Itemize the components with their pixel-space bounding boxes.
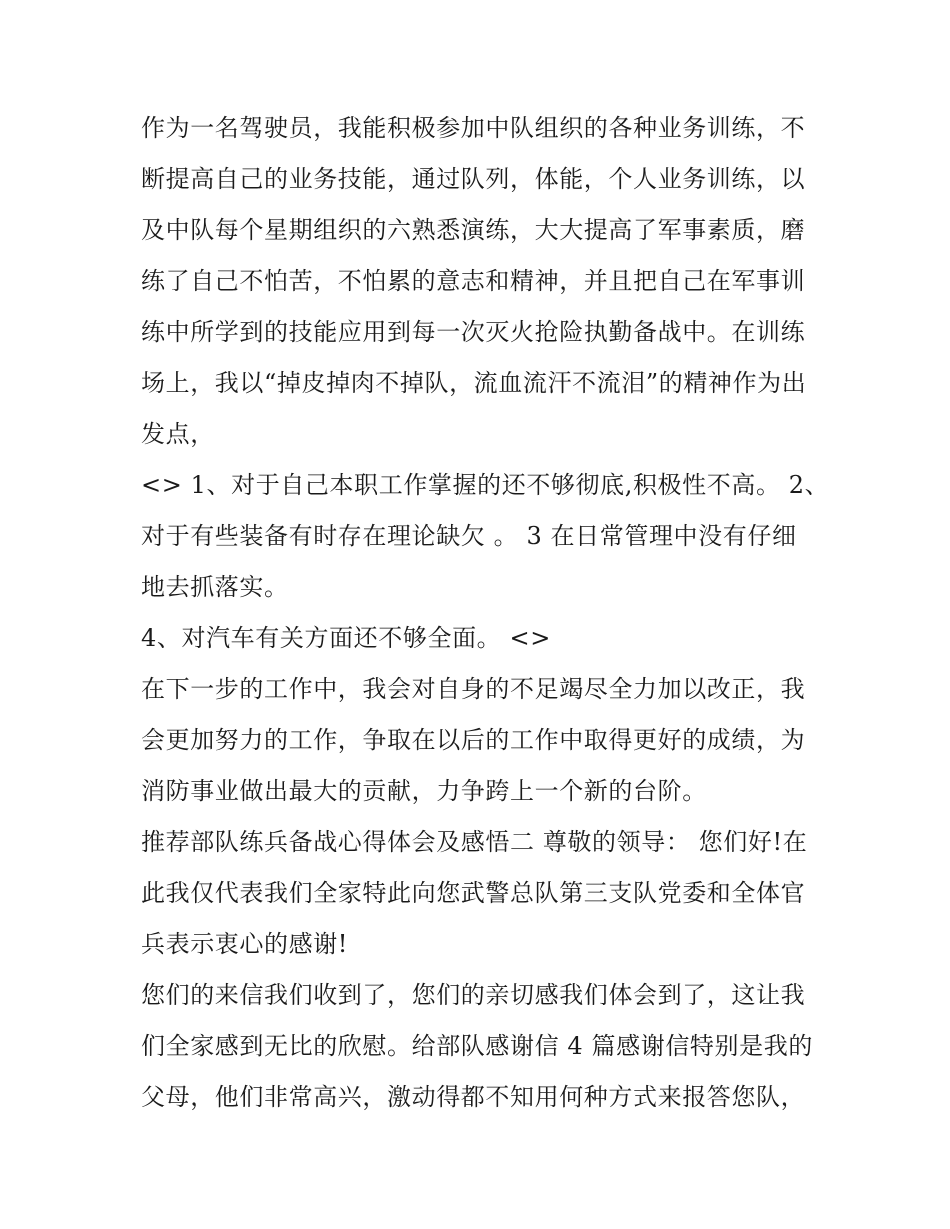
text-line: 作为一名驾驶员，我能积极参加中队组织的各种业务训练，不 <box>141 114 806 142</box>
text-line: 您们的来信我们收到了，您们的亲切感我们体会到了，这让我 <box>141 981 806 1009</box>
text-line: 4、对汽车有关方面还不够全面。 <> <box>141 624 551 652</box>
text-line: 此我仅代表我们全家特此向您武警总队第三支队党委和全体官 <box>141 879 806 907</box>
paragraph-letter-greeting <box>141 817 821 970</box>
text-line: 及中队每个星期组织的六熟悉演练，大大提高了军事素质，磨 <box>141 216 806 244</box>
text-line: 地去抓落实。 <box>141 573 289 601</box>
text-line: 在下一步的工作中，我会对自身的不足竭尽全力加以改正，我 <box>141 675 806 703</box>
text-line: 父母，他们非常高兴，激动得都不知用何种方式来报答您队， <box>141 1083 806 1111</box>
text-line: 练了自己不怕苦，不怕累的意志和精神，并且把自己在军事训 <box>141 267 806 295</box>
text-line: 会更加努力的工作，争取在以后的工作中取得更好的成绩，为 <box>141 726 806 754</box>
text-line: <> 1、对于自己本职工作掌握的还不够彻底,积极性不高。 2、 <box>141 471 830 499</box>
text-line: 们全家感到无比的欣慰。给部队感谢信 4 篇感谢信特别是我的 <box>141 1032 813 1060</box>
text-line: 场上，我以“掉皮掉肉不掉队，流血流汗不流泪”的精神作为出 <box>141 369 807 397</box>
paragraph-driver-training <box>141 103 821 460</box>
paragraph-shortcoming-4 <box>141 613 821 664</box>
paragraph-shortcomings <box>141 460 830 613</box>
text-line: 兵表示衷心的感谢! <box>141 930 349 958</box>
paragraph-next-steps <box>141 664 821 817</box>
text-line: 对于有些装备有时存在理论缺欠 。 3 在日常管理中没有仔细 <box>141 522 797 550</box>
document-body <box>141 103 830 1123</box>
text-line: 断提高自己的业务技能，通过队列，体能，个人业务训练，以 <box>141 165 806 193</box>
text-line: 推荐部队练兵备战心得体会及感悟二 尊敬的领导： 您们好!在 <box>141 828 808 856</box>
text-line: 发点， <box>141 420 215 448</box>
text-line: 练中所学到的技能应用到每一次灭火抢险执勤备战中。在训练 <box>141 318 806 346</box>
paragraph-letter-thanks <box>141 970 821 1123</box>
text-line: 消防事业做出最大的贡献，力争跨上一个新的台阶。 <box>141 777 707 805</box>
